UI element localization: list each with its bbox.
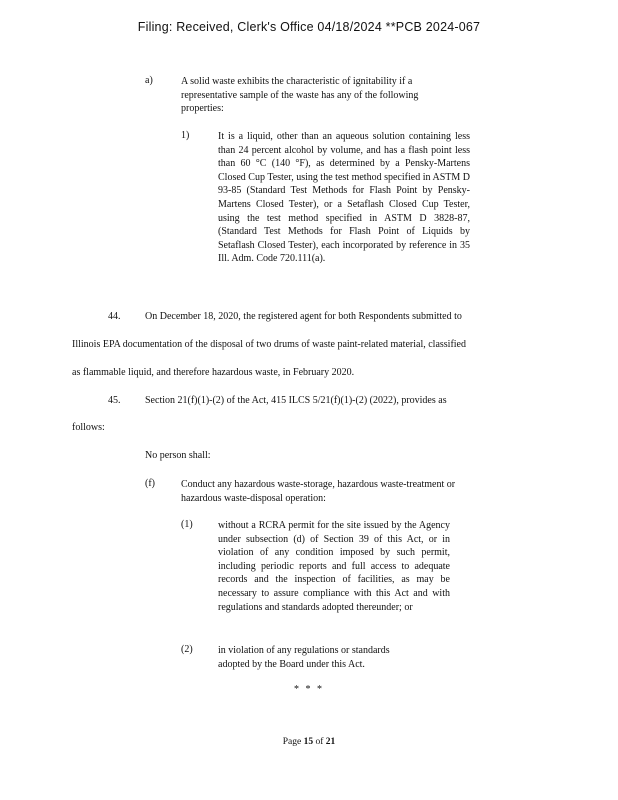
- paragraph-45-line2: follows:: [72, 422, 105, 433]
- footer-page-total: 21: [325, 737, 336, 747]
- item-f2-text: in violation of any regulations or standards adopted by the Board under this Act.: [218, 645, 390, 670]
- subsection-f-marker: (f): [145, 478, 155, 489]
- subsection-a-text: A solid waste exhibits the characteristic of ignitability if a representative sample of the waste has any of the following properties:: [181, 76, 419, 115]
- item-1-text: It is a liquid, other than an aqueous solution containing less than 24 percent alcohol by volume, and has a flash point less than 60 °C (140 °F), as determined by a Pensky-Martens Closed Cup Tester, using the test method specified in ASTM D 93-85 (Standard Test Methods for Flash Point by Pensky-Martens Closed Tester), or a Setaflash Closed Cup Tester, using the test method specified in ASTM D 3828-87, (Standard Test Methods for Flash Point of Liquids by Setaflash Closed Tester), each incorporated by reference in 35 Ill. Adm. Code 720.111(a).: [218, 131, 470, 265]
- footer-page-label: Page: [282, 737, 302, 747]
- subsection-f-text: Conduct any hazardous waste-storage, hazardous waste-treatment or hazardous waste-disposal operation:: [181, 479, 456, 504]
- paragraph-44-number: 44.: [108, 311, 121, 322]
- paragraph-44-line1: On December 18, 2020, the registered agent for both Respondents submitted to: [145, 311, 462, 322]
- subsection-a-marker: a): [145, 75, 153, 86]
- item-1-marker: 1): [181, 130, 190, 141]
- footer-of-label: of: [315, 737, 324, 747]
- item-f1-text: without a RCRA permit for the site issued by the Agency under subsection (d) of Section 39 of this Act, or in violation of any condition imposed by such permit, including periodic reports and full access to adequate records and the inspection of facilities, as may be necessary to assure compliance with this Act and with regulations and standards adopted thereunder; or: [218, 520, 450, 613]
- paragraph-44-line3: as flammable liquid, and therefore hazardous waste, in February 2020.: [72, 367, 355, 378]
- omission-stars: * * *: [294, 684, 324, 695]
- quote-intro: No person shall:: [145, 450, 211, 461]
- footer-page-current: 15: [303, 737, 314, 747]
- paragraph-45-number: 45.: [108, 395, 121, 406]
- paragraph-44-line2: Illinois EPA documentation of the disposal of two drums of waste paint-related material, classified: [72, 339, 466, 350]
- item-f1-marker: (1): [181, 519, 193, 530]
- item-f2-marker: (2): [181, 644, 193, 655]
- filing-header: Filing: Received, Clerk's Office 04/18/2024 **PCB 2024-067: [137, 20, 481, 34]
- paragraph-45-line1: Section 21(f)(1)-(2) of the Act, 415 ILCS 5/21(f)(1)-(2) (2022), provides as: [145, 395, 447, 406]
- page-footer: [0, 737, 618, 747]
